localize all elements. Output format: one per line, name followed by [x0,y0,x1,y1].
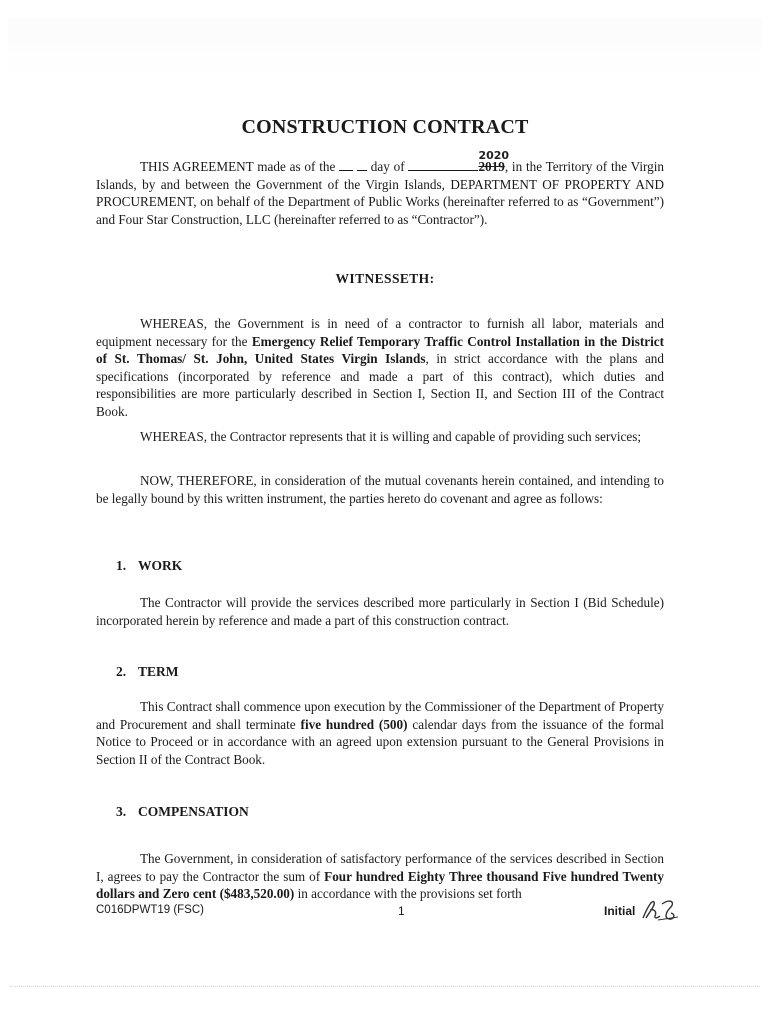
section-3-paragraph [96,850,664,903]
scan-shadow-bottom [10,986,760,1001]
day-blank-2 [357,158,367,171]
section-1-number: 1. [116,558,127,573]
section-1-paragraph [96,594,664,629]
section-3-title: COMPENSATION [138,804,249,819]
scan-shadow-top [8,18,762,78]
year-struck: 2019 [478,159,505,174]
intro-text-c: , in the Territory of the Virgin Islands, by and between the Government of the Virgin Islands, DEPARTMENT OF PROPERTY AND PROCUREMENT, on behalf of the Department of Public Works (hereinafter referred to as “Government”) and Four Star Construction, LLC (hereinafter referred to as “Contractor”). [96,159,665,227]
year-handwritten: 2020 [478,149,510,162]
month-blank [408,158,478,171]
now-therefore-paragraph [96,472,664,507]
day-blank [339,158,353,171]
whereas2-text: WHEREAS, the Contractor represents that it is willing and capable of providing such services; [140,429,642,444]
whereas1-project-name: Emergency Relief Temporary Traffic Control Installation in the District of St. Thomas/ St. John, United States Virgin Islands [96,333,664,367]
intro-text-a: THIS AGREEMENT made as of the [140,159,336,174]
section-1-heading [116,558,182,574]
initials-signature [640,896,680,924]
section-3-amount: Four hundred Eighty Three thousand Five hundred Twenty dollars and Zero cent ($483,520.00) [96,868,665,902]
whereas-paragraph-2 [96,428,664,446]
page-number: 1 [398,904,405,918]
document-title: CONSTRUCTION CONTRACT [241,116,529,138]
section-3-number: 3. [116,804,127,819]
now-therefore-text: NOW, THEREFORE, in consideration of the mutual covenants herein contained, and intending to be legally bound by this written instrument, the parties hereto do covenant and agree as follows: [96,473,664,506]
year-correction [478,149,510,176]
intro-text-b: day of [370,159,405,174]
section-1-text: The Contractor will provide the services described more particularly in Section I (Bid Schedule) incorporated herein by reference and made a part of this construction contract. [96,595,664,628]
document-code: C016DPWT19 (FSC) [96,904,204,916]
whereas1-text-b: , in strict accordance with the plans and specifications (incorporated by reference and made a part of this contract), which duties and responsibilities are more particularly described in Section I, Section II, and Section III of the Contract Book. [96,351,664,419]
whereas-paragraph-1 [96,315,664,421]
section-3-text-b: in accordance with the provisions set forth [297,886,522,902]
initial-label: Initial [604,904,636,918]
section-2-days: five hundred (500) [300,716,408,732]
witnesseth-heading: WITNESSETH: [335,271,435,286]
section-2-text-b: calendar days from the issuance of the formal Notice to Proceed or in accordance with an agreed upon extension pursuant to the General Provisions in Section II of the Contract Book. [96,716,665,767]
section-3-text-a: The Government, in consideration of satisfactory performance of the services described in Section I, agrees to pay the Contractor the sum of [96,851,664,884]
section-1-title: WORK [138,558,183,573]
section-3-heading [116,804,249,820]
intro-paragraph [96,149,665,228]
section-2-number: 2. [116,664,127,679]
section-2-text-a: This Contract shall commence upon execution by the Commissioner of the Department of Property and Procurement and shall terminate [96,699,664,732]
section-2-paragraph [96,698,664,768]
section-2-heading [116,664,179,680]
section-2-title: TERM [138,664,179,679]
whereas1-text-a: WHEREAS, the Government is in need of a contractor to furnish all labor, materials and equipment necessary for the [96,316,664,349]
